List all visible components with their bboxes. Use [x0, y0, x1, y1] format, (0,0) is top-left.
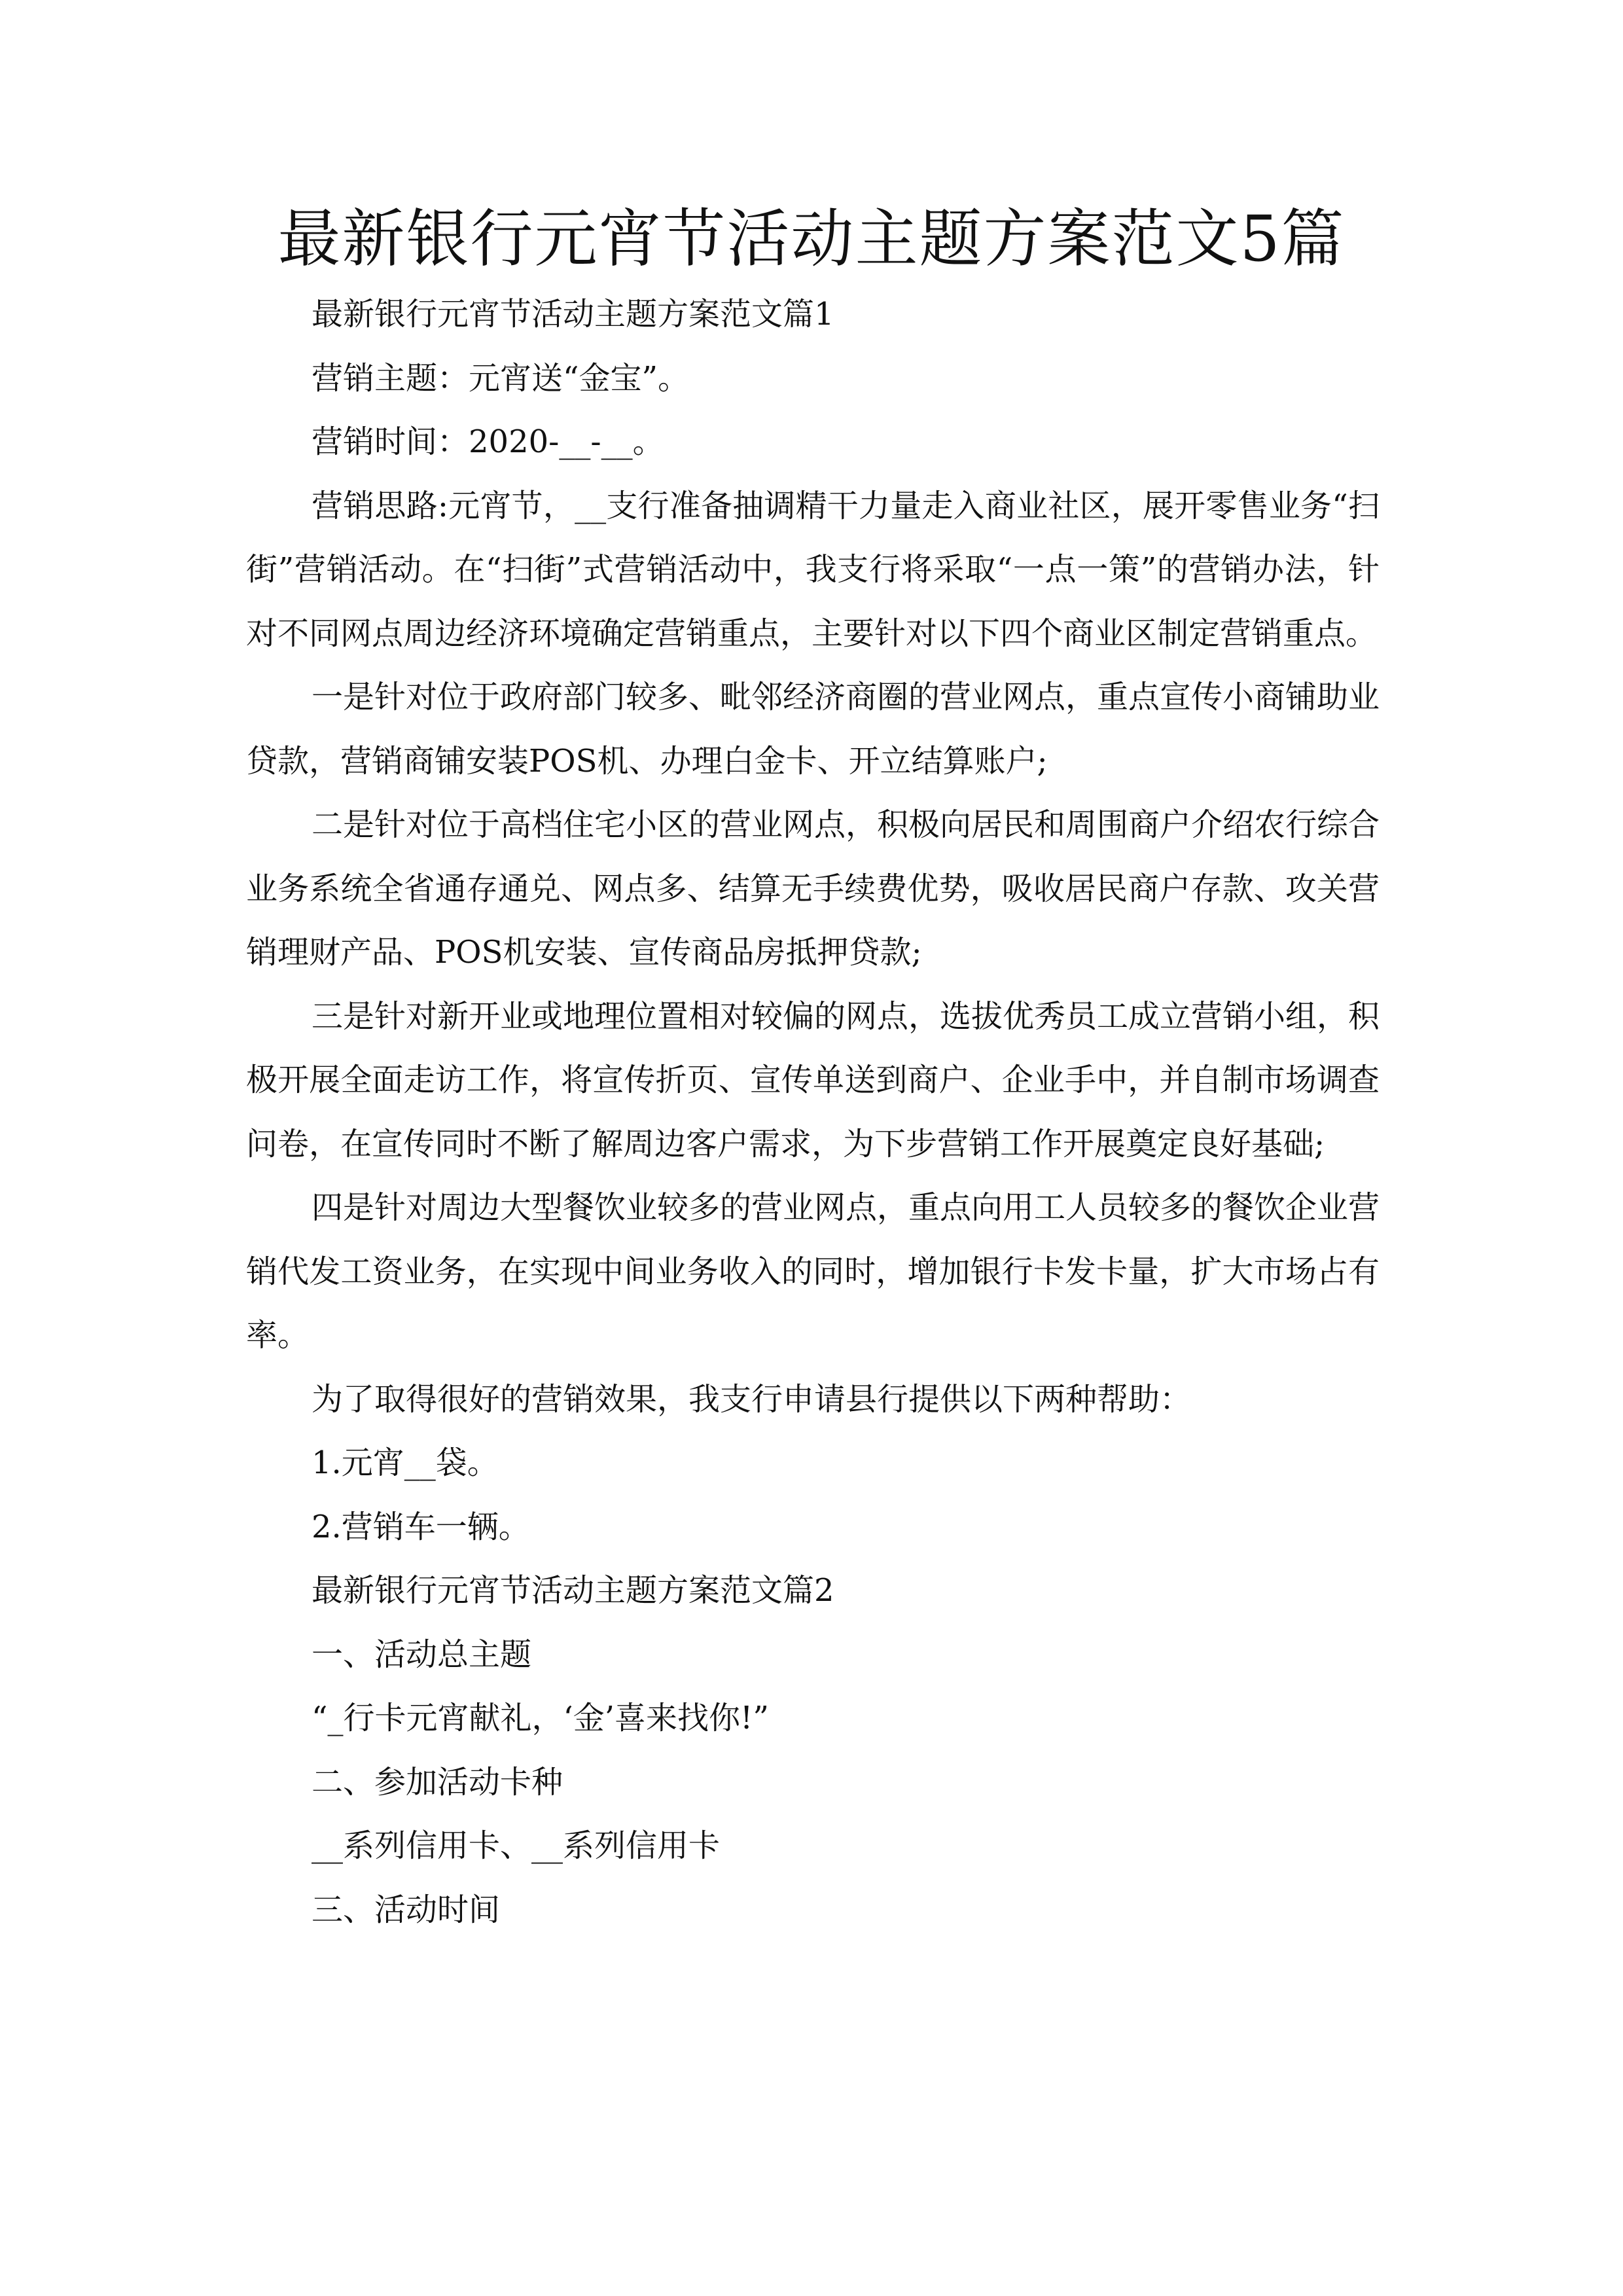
list-item: 1.元宵__袋。: [312, 1444, 499, 1481]
paragraph: 一是针对位于政府部门较多、毗邻经济商圈的营业网点，重点宣传小商铺助业贷款，营销商铺安装POS机、办理白金卡、开立结算账户;: [246, 679, 1380, 780]
list-item: 2.营销车一辆。: [312, 1508, 530, 1545]
paragraph: 为了取得很好的营销效果，我支行申请县行提供以下两种帮助：: [312, 1380, 1192, 1418]
subheading: 三、活动时间: [312, 1891, 501, 1928]
section-heading: 最新银行元宵节活动主题方案范文篇1: [312, 296, 834, 332]
paragraph: 营销时间：2020-__-__。: [312, 423, 664, 460]
paragraph: 营销思路:元宵节，__支行准备抽调精干力量走入商业社区，展开零售业务“扫街”营销活动。在“扫街”式营销活动中，我支行将采取“一点一策”的营销办法，针对不同网点周边经济环境确定营销重点，主要针对以下四个商业区制定营销重点。: [246, 487, 1380, 652]
paragraph: 营销主题：元宵送“金宝”。: [312, 359, 690, 397]
section-heading: 最新银行元宵节活动主题方案范文篇2: [312, 1572, 834, 1609]
paragraph: 四是针对周边大型餐饮业较多的营业网点，重点向用工人员较多的餐饮企业营销代发工资业务，在实现中间业务收入的同时，增加银行卡发卡量，扩大市场占有率。: [246, 1189, 1380, 1354]
paragraph: “_行卡元宵献礼，‘金’喜来找你!”: [312, 1700, 769, 1736]
subheading: 二、参加活动卡种: [312, 1763, 563, 1801]
subheading: 一、活动总主题: [312, 1636, 532, 1673]
paragraph: __系列信用卡、__系列信用卡: [312, 1827, 721, 1864]
document-title: 最新银行元宵节活动主题方案范文5篇: [277, 202, 1346, 276]
paragraph: 三是针对新开业或地理位置相对较偏的网点，选拔优秀员工成立营销小组，积极开展全面走访工作，将宣传折页、宣传单送到商户、企业手中，并自制市场调查问卷，在宣传同时不断了解周边客户需求，为下步营销工作开展奠定良好基础;: [246, 997, 1380, 1162]
paragraph: 二是针对位于高档住宅小区的营业网点，积极向居民和周围商户介绍农行综合业务系统全省通存通兑、网点多、结算无手续费优势，吸收居民商户存款、攻关营销理财产品、POS机安装、宣传商品房抵押贷款;: [246, 806, 1380, 971]
document-body: [246, 283, 1380, 1942]
